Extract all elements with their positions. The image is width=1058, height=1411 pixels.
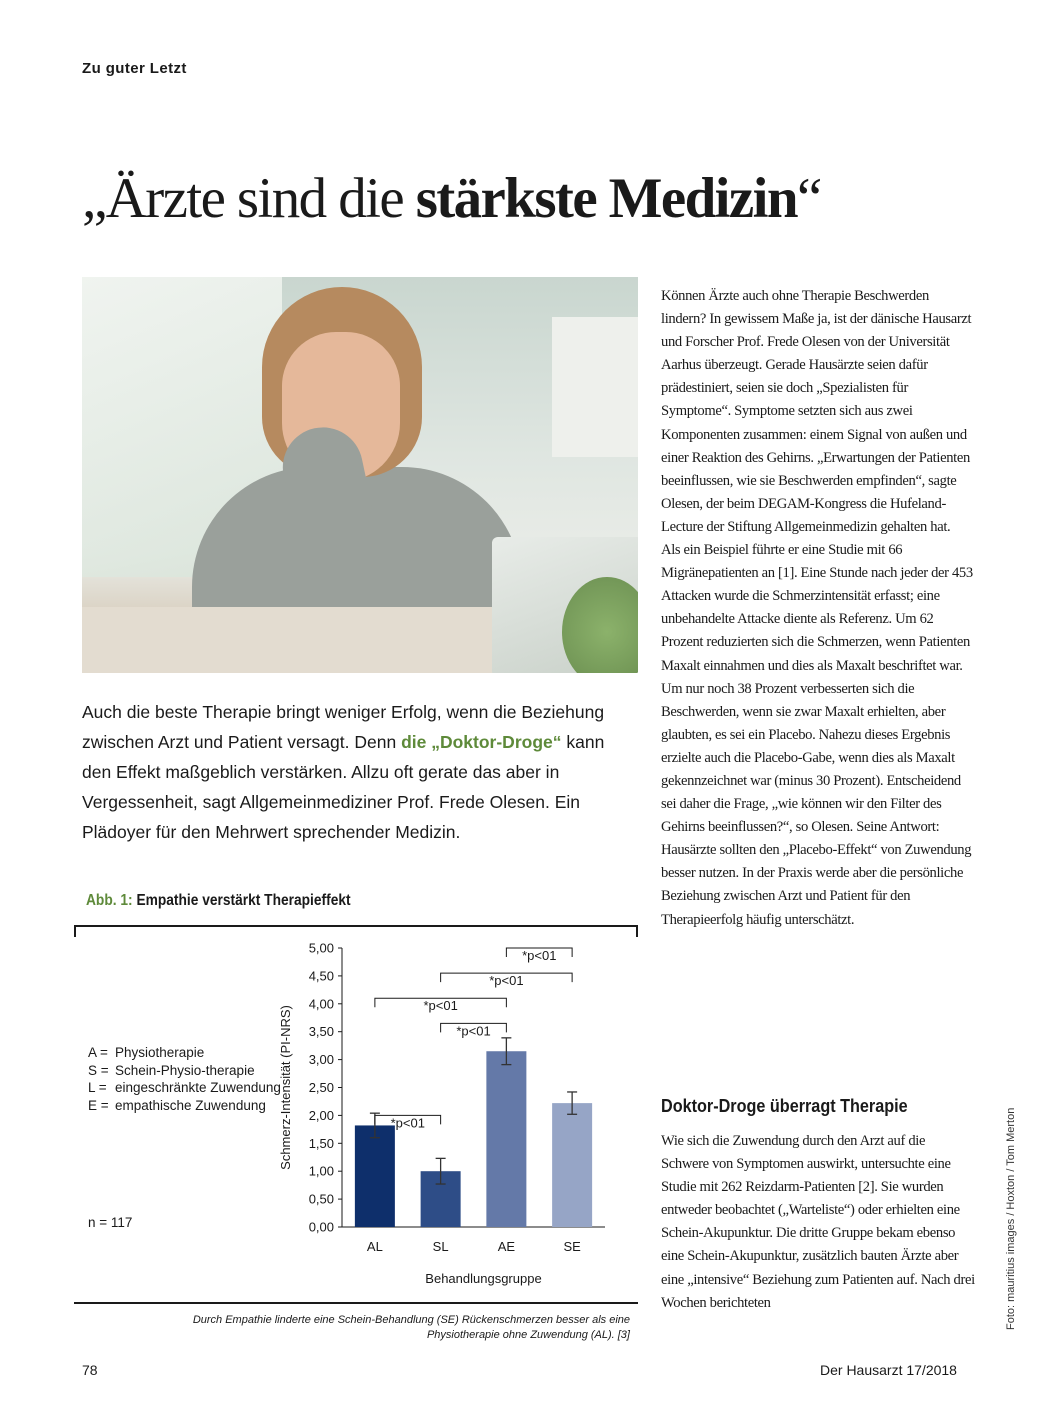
y-tick-label: 1,00 <box>308 1163 334 1179</box>
x-tick-label: SL <box>432 1239 449 1254</box>
photo-credit: Foto: mauritius images / Hoxton / Tom Merton <box>1005 1107 1017 1330</box>
body-column-top <box>661 285 975 932</box>
legend-item-a: A = Physiotherapie <box>88 1045 205 1060</box>
y-tick-label: 3,00 <box>308 1052 334 1068</box>
headline-close-quote: “ <box>796 167 821 230</box>
figure-caption: Durch Empathie linderte eine Schein-Behandlung (SE) Rückenschmerzen besser als eine Physiotherapie ohne Zuwendung (AL). [3] <box>192 1314 630 1341</box>
paragraph: Wie sich die Zuwendung durch den Arzt auf die Schwere von Symptomen auswirkt, untersuchte eine Studie mit 262 Reizdarm-Patienten [2]. Sie wurden entweder beobachtet („Warteliste“) oder erhielten eine Schein-Akupunktur. Die dritte Gruppe bekam ebenso eine Schein-Akupunktur, zusätzlich bauten Ärzte aber eine „intensive“ Beziehung zum Patienten auf. Nach drei Wochen berichteten <box>661 1133 975 1311</box>
significance-label: *p<01 <box>489 973 524 989</box>
figure-title-text: Empathie verstärkt Therapieffekt <box>136 892 351 909</box>
y-tick-label: 3,50 <box>308 1024 334 1040</box>
bar-se <box>552 1103 592 1227</box>
figure-label: Abb. 1: <box>86 892 133 909</box>
paragraph: Können Ärzte auch ohne Therapie Beschwerden lindern? In gewissem Maße ja, ist der dänische Hausarzt und Forscher Prof. Frede Olesen von der Universität Aarhus überzeugt. Gerade Hausärzte seien dafür prädestiniert, seien sie doch „Spezialisten für Symptome“. Symptome setzten sich aus zwei Komponenten zusammen: einem Signal von außen und einer Reaktion des Gehirns. „Erwartungen der Patienten beeinflussen, wie sie Beschwerden empfinden“, sagte Olesen, der beim DEGAM-Kongress die Hufeland-Lecture der Stiftung Allgemeinmedizin gehalten hat. <box>661 288 972 535</box>
issue-label: Der Hausarzt 17/2018 <box>820 1362 957 1378</box>
section-label: Zu guter Letzt <box>82 60 187 77</box>
y-tick-label: 0,50 <box>308 1191 334 1207</box>
body-column-bottom <box>661 1130 975 1315</box>
y-tick-label: 4,50 <box>308 968 334 984</box>
page-number: 78 <box>82 1362 98 1378</box>
significance-label: *p<01 <box>390 1115 425 1131</box>
intro-after: kann den Effekt maßgeblich verstärken. Allzu oft gerate das aber in Vergessenheit, sagt Allgemeinmediziner Prof. Frede Olesen. Ein Plädoyer für den Mehrwert sprechender Medizin. <box>82 732 605 842</box>
chart-legend <box>88 1044 281 1114</box>
x-tick-label: SE <box>563 1239 581 1254</box>
bar-chart <box>260 925 630 1295</box>
intro-before: Auch die beste Therapie bringt weniger Erfolg, wenn die Beziehung zwischen Arzt und Patient versagt. Denn <box>82 702 605 752</box>
figure-title <box>86 892 351 910</box>
headline <box>82 166 821 232</box>
y-axis-label: Schmerz-Intensität (PI-NRS) <box>278 1005 293 1170</box>
y-tick-label: 2,50 <box>308 1080 334 1095</box>
x-axis-label: Behandlungsgruppe <box>425 1271 542 1286</box>
subheading: Doktor-Droge überragt Therapie <box>661 1096 908 1116</box>
intro-highlight: die „Doktor-Droge“ <box>401 732 562 752</box>
headline-bold: stärkste Medizin <box>415 167 797 230</box>
bar-al <box>355 1125 395 1227</box>
paragraph: Als ein Beispiel führte er eine Studie mit 66 Migränepatienten an [1]. Eine Stunde nach jeder der 453 Attacken wurde die Schmerzintensität erfasst; eine unbehandelte Attacke diente als Referenz. Um 62 Prozent reduzierten sich die Schmerzen, wenn Patienten Maxalt einnahmen und dies als Maxalt beschriftet war. Um nur noch 38 Prozent verbesserten sich die Beschwerden, wenn sie zwar Maxalt erhielten, aber glaubten, es sei ein Placebo. Nahezu dieses Ergebnis erzielte auch die Placebo-Gabe, wenn dies als Maxalt gekennzeichnet war (minus 30 Prozent). Entscheidend sei daher die Frage, „wie können wir den Filter des Gehirns beeinflussen?“, so Olesen. Seine Antwort: Hausärzte sollten den „Placebo-Effekt“ von Zuwendung besser nutzen. In der Praxis werde aber die persönliche Beziehung zwischen Arzt und Patient für den Therapieerfolg häufig unterschätzt. <box>661 542 973 928</box>
y-tick-label: 1,50 <box>308 1135 334 1151</box>
significance-label: *p<01 <box>456 1023 491 1039</box>
bar-ae <box>486 1051 526 1227</box>
x-tick-label: AE <box>497 1239 516 1254</box>
y-tick-label: 5,00 <box>308 940 334 956</box>
x-tick-label: AL <box>366 1239 383 1254</box>
y-tick-label: 4,00 <box>308 996 334 1012</box>
legend-item-e: E = empathische Zuwendung <box>88 1097 266 1113</box>
doctor-photo <box>82 277 638 673</box>
significance-label: *p<01 <box>522 948 557 963</box>
y-tick-label: 0,00 <box>308 1219 334 1235</box>
intro-teaser <box>82 697 638 847</box>
legend-item-s: S = Schein-Physio-therapie <box>88 1062 255 1078</box>
legend-item-l: L = eingeschränkte Zuwendung <box>88 1080 281 1095</box>
headline-regular: „Ärzte sind die <box>82 167 416 230</box>
significance-label: *p<01 <box>423 998 458 1014</box>
sample-size: n = 117 <box>88 1215 133 1230</box>
y-tick-label: 2,00 <box>308 1107 334 1123</box>
